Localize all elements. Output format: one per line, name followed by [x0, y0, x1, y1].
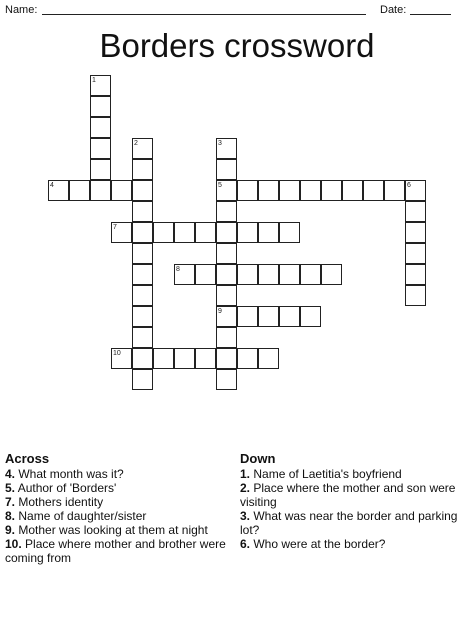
- grid-cell[interactable]: [321, 264, 342, 285]
- grid-cell[interactable]: [342, 180, 363, 201]
- grid-cell[interactable]: [258, 348, 279, 369]
- grid-cell[interactable]: [216, 159, 237, 180]
- grid-cell[interactable]: [174, 222, 195, 243]
- grid-cell[interactable]: [132, 264, 153, 285]
- clue-down-1: 1. Name of Laetitia's boyfriend: [240, 467, 402, 481]
- clue-across-4: 4. What month was it?: [5, 467, 124, 481]
- name-label: Name:: [5, 4, 38, 16]
- grid-cell[interactable]: [132, 285, 153, 306]
- grid-cell[interactable]: [90, 117, 111, 138]
- grid-cell[interactable]: [216, 327, 237, 348]
- grid-cell[interactable]: [174, 348, 195, 369]
- grid-cell[interactable]: [321, 180, 342, 201]
- clue-across-7: 7. Mothers identity: [5, 495, 104, 509]
- grid-cell[interactable]: [258, 264, 279, 285]
- grid-cell[interactable]: [405, 285, 426, 306]
- grid-cell[interactable]: [216, 243, 237, 264]
- date-label: Date:: [380, 4, 407, 16]
- grid-cell[interactable]: [237, 348, 258, 369]
- grid-cell[interactable]: [132, 159, 153, 180]
- grid-cell[interactable]: [132, 306, 153, 327]
- grid-cell[interactable]: [300, 306, 321, 327]
- grid-cell[interactable]: [132, 369, 153, 390]
- grid-cell[interactable]: [216, 222, 237, 243]
- page-title: Borders crossword: [99, 27, 375, 64]
- grid-cell[interactable]: [216, 264, 237, 285]
- grid-cell[interactable]: [237, 180, 258, 201]
- clue-down-2: 2. Place where the mother and son were visiting: [240, 481, 456, 509]
- grid-cell[interactable]: [300, 180, 321, 201]
- grid-cell[interactable]: [216, 285, 237, 306]
- grid-cell[interactable]: [132, 348, 153, 369]
- across-heading: Across: [5, 451, 50, 466]
- grid-cell[interactable]: [111, 180, 132, 201]
- grid-cell[interactable]: [258, 222, 279, 243]
- clue-number: 8: [176, 266, 180, 273]
- grid-cell[interactable]: [405, 264, 426, 285]
- clue-down-6: 6. Who were at the border?: [240, 537, 386, 551]
- grid-cell[interactable]: [153, 222, 174, 243]
- grid-cell[interactable]: [132, 180, 153, 201]
- clue-across-8: 8. Name of daughter/sister: [5, 509, 147, 523]
- grid-cell[interactable]: [405, 201, 426, 222]
- grid-cell[interactable]: [132, 327, 153, 348]
- clue-across-10: 10. Place where mother and brother were coming from: [5, 537, 226, 565]
- grid-cell[interactable]: [405, 243, 426, 264]
- grid-cell[interactable]: [216, 348, 237, 369]
- clue-number: 4: [50, 182, 54, 189]
- grid-cell[interactable]: [279, 306, 300, 327]
- grid-cell[interactable]: [300, 264, 321, 285]
- grid-cell[interactable]: [132, 222, 153, 243]
- grid-cell[interactable]: [90, 180, 111, 201]
- grid-cell[interactable]: [405, 222, 426, 243]
- grid-cell[interactable]: [384, 180, 405, 201]
- grid-cell[interactable]: [258, 306, 279, 327]
- clue-number: 3: [218, 140, 222, 147]
- grid-cell[interactable]: [216, 201, 237, 222]
- grid-cell[interactable]: [363, 180, 384, 201]
- clue-number: 5: [218, 182, 222, 189]
- grid-cell[interactable]: [237, 306, 258, 327]
- down-heading: Down: [240, 451, 276, 466]
- grid-cell[interactable]: [153, 348, 174, 369]
- grid-cell[interactable]: [195, 222, 216, 243]
- grid-cell[interactable]: [69, 180, 90, 201]
- grid-cell[interactable]: [195, 348, 216, 369]
- clue-number: 1: [92, 77, 96, 84]
- across-clues: [5, 452, 227, 565]
- clue-number: 10: [113, 350, 121, 357]
- clue-down-3: 3. What was near the border and parking lot?: [240, 509, 458, 537]
- grid-cell[interactable]: [90, 138, 111, 159]
- clue-number: 6: [407, 182, 411, 189]
- grid-cell[interactable]: [279, 222, 300, 243]
- grid-cell[interactable]: [258, 180, 279, 201]
- clue-number: 2: [134, 140, 138, 147]
- grid-cell[interactable]: [90, 96, 111, 117]
- grid-cell[interactable]: [195, 264, 216, 285]
- grid-cell[interactable]: [132, 243, 153, 264]
- grid-cell[interactable]: [279, 264, 300, 285]
- grid-cell[interactable]: [132, 201, 153, 222]
- grid-cell[interactable]: [90, 159, 111, 180]
- clue-across-9: 9. Mother was looking at them at night: [5, 523, 208, 537]
- grid-cell[interactable]: [237, 222, 258, 243]
- clue-number: 7: [113, 224, 117, 231]
- grid-cell[interactable]: [216, 369, 237, 390]
- clue-across-5: 5. Author of 'Borders': [5, 481, 117, 495]
- grid-cell[interactable]: [279, 180, 300, 201]
- down-clues: [240, 452, 462, 551]
- grid-cell[interactable]: [237, 264, 258, 285]
- clue-number: 9: [218, 308, 222, 315]
